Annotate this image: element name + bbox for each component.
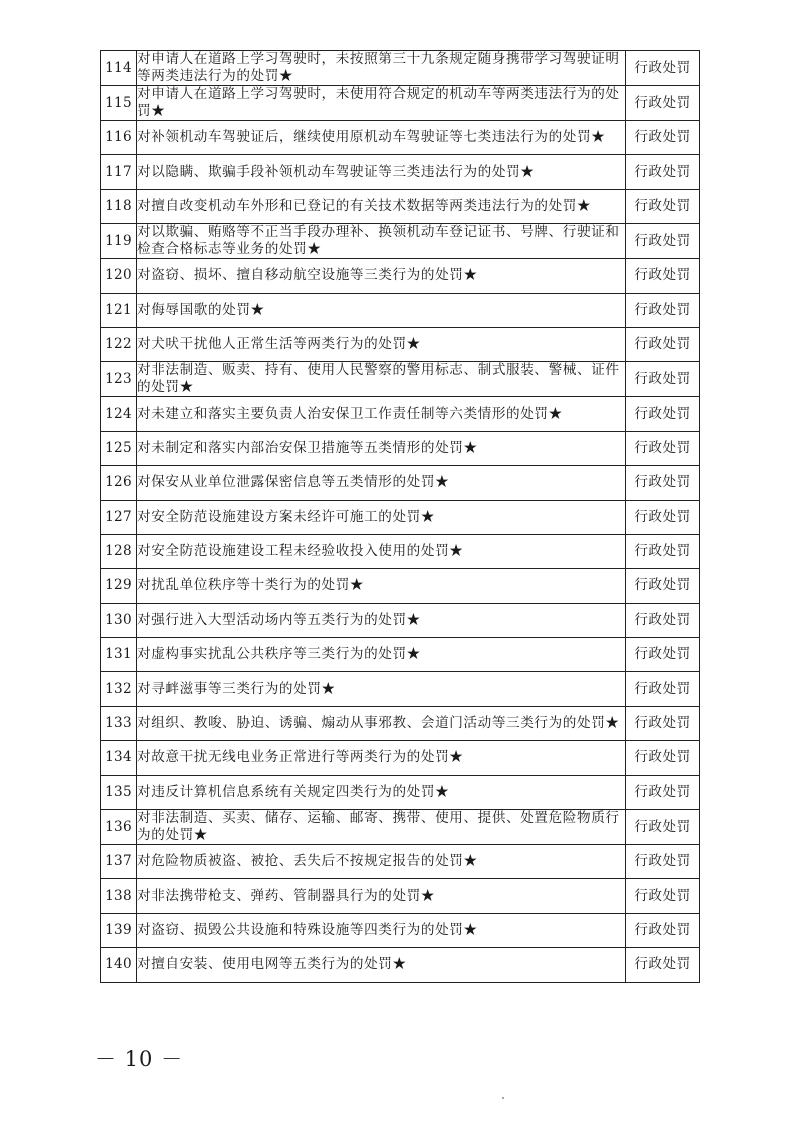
table-row: [101, 327, 700, 361]
table-row: [101, 466, 700, 500]
item-description: 对非法制造、贩卖、持有、使用人民警察的警用标志、制式服装、警械、证件的处罚★: [137, 362, 626, 397]
item-category: 行政处罚: [626, 51, 700, 86]
item-number: 140: [101, 948, 137, 982]
item-description: 对侮辱国歌的处罚★: [137, 293, 626, 327]
item-number: 130: [101, 603, 137, 637]
item-description: 对补领机动车驾驶证后，继续使用原机动车驾驶证等七类违法行为的处罚★: [137, 121, 626, 155]
item-description: 对以欺骗、贿赂等不正当手段办理补、换领机动车登记证书、号牌、行驶证和检查合格标志等业务的处罚★: [137, 224, 626, 259]
item-category: 行政处罚: [626, 879, 700, 913]
table-row: [101, 948, 700, 982]
item-description: 对未制定和落实内部治安保卫措施等五类情形的处罚★: [137, 431, 626, 465]
item-description: 对安全防范设施建设工程未经验收投入使用的处罚★: [137, 534, 626, 568]
item-category: 行政处罚: [626, 431, 700, 465]
table-row: [101, 500, 700, 534]
item-description: 对申请人在道路上学习驾驶时，未使用符合规定的机动车等两类违法行为的处罚★: [137, 86, 626, 121]
table-row: [101, 638, 700, 672]
item-category: 行政处罚: [626, 466, 700, 500]
item-description: 对擅自安装、使用电网等五类行为的处罚★: [137, 948, 626, 982]
item-description: 对犬吠干扰他人正常生活等两类行为的处罚★: [137, 327, 626, 361]
item-number: 132: [101, 672, 137, 706]
item-number: 124: [101, 397, 137, 431]
table-row: [101, 672, 700, 706]
penalty-items-table: [100, 50, 700, 983]
item-category: 行政处罚: [626, 259, 700, 293]
table-row: [101, 86, 700, 121]
item-category: 行政处罚: [626, 121, 700, 155]
item-description: 对申请人在道路上学习驾驶时，未按照第三十九条规定随身携带学习驾驶证明等两类违法行为的处罚★: [137, 51, 626, 86]
item-category: 行政处罚: [626, 327, 700, 361]
item-description: 对故意干扰无线电业务正常进行等两类行为的处罚★: [137, 741, 626, 775]
item-category: 行政处罚: [626, 86, 700, 121]
item-description: 对擅自改变机动车外形和已登记的有关技术数据等两类违法行为的处罚★: [137, 189, 626, 223]
item-category: 行政处罚: [626, 638, 700, 672]
item-category: 行政处罚: [626, 948, 700, 982]
item-description: 对违反计算机信息系统有关规定四类行为的处罚★: [137, 775, 626, 809]
item-description: 对扰乱单位秩序等十类行为的处罚★: [137, 569, 626, 603]
scan-speck: [502, 1097, 504, 1099]
item-number: 139: [101, 913, 137, 947]
table-row: [101, 293, 700, 327]
item-category: 行政处罚: [626, 534, 700, 568]
item-number: 129: [101, 569, 137, 603]
item-description: 对保安从业单位泄露保密信息等五类情形的处罚★: [137, 466, 626, 500]
item-number: 115: [101, 86, 137, 121]
item-number: 128: [101, 534, 137, 568]
table-row: [101, 706, 700, 740]
item-number: 122: [101, 327, 137, 361]
item-category: 行政处罚: [626, 397, 700, 431]
item-number: 135: [101, 775, 137, 809]
item-number: 116: [101, 121, 137, 155]
item-number: 138: [101, 879, 137, 913]
item-description: 对未建立和落实主要负责人治安保卫工作责任制等六类情形的处罚★: [137, 397, 626, 431]
table-row: [101, 845, 700, 879]
item-description: 对盗窃、损坏、擅自移动航空设施等三类行为的处罚★: [137, 259, 626, 293]
item-category: 行政处罚: [626, 913, 700, 947]
item-number: 123: [101, 362, 137, 397]
item-number: 136: [101, 810, 137, 845]
table-row: [101, 362, 700, 397]
table-row: [101, 603, 700, 637]
item-category: 行政处罚: [626, 155, 700, 189]
item-description: 对安全防范设施建设方案未经许可施工的处罚★: [137, 500, 626, 534]
item-description: 对盗窃、损毁公共设施和特殊设施等四类行为的处罚★: [137, 913, 626, 947]
table-row: [101, 775, 700, 809]
table-row: [101, 913, 700, 947]
item-description: 对强行进入大型活动场内等五类行为的处罚★: [137, 603, 626, 637]
item-category: 行政处罚: [626, 569, 700, 603]
item-category: 行政处罚: [626, 189, 700, 223]
item-category: 行政处罚: [626, 224, 700, 259]
item-category: 行政处罚: [626, 706, 700, 740]
item-number: 126: [101, 466, 137, 500]
item-category: 行政处罚: [626, 603, 700, 637]
item-number: 117: [101, 155, 137, 189]
item-number: 137: [101, 845, 137, 879]
item-number: 134: [101, 741, 137, 775]
item-description: 对危险物质被盗、被抢、丢失后不按规定报告的处罚★: [137, 845, 626, 879]
item-number: 119: [101, 224, 137, 259]
item-number: 118: [101, 189, 137, 223]
item-number: 127: [101, 500, 137, 534]
page-number: － 10 －: [95, 1047, 184, 1071]
table-row: [101, 155, 700, 189]
table-row: [101, 534, 700, 568]
item-number: 125: [101, 431, 137, 465]
item-description: 对组织、教唆、胁迫、诱骗、煽动从事邪教、会道门活动等三类行为的处罚★: [137, 706, 626, 740]
item-number: 120: [101, 259, 137, 293]
item-category: 行政处罚: [626, 362, 700, 397]
item-description: 对非法携带枪支、弹药、管制器具行为的处罚★: [137, 879, 626, 913]
table-row: [101, 879, 700, 913]
item-description: 对以隐瞒、欺骗手段补领机动车驾驶证等三类违法行为的处罚★: [137, 155, 626, 189]
table-row: [101, 259, 700, 293]
table-row: [101, 51, 700, 86]
table-row: [101, 569, 700, 603]
item-category: 行政处罚: [626, 293, 700, 327]
item-category: 行政处罚: [626, 810, 700, 845]
item-number: 114: [101, 51, 137, 86]
item-category: 行政处罚: [626, 741, 700, 775]
table-row: [101, 224, 700, 259]
item-category: 行政处罚: [626, 775, 700, 809]
item-number: 133: [101, 706, 137, 740]
table-row: [101, 397, 700, 431]
table-body: [101, 51, 700, 983]
item-category: 行政处罚: [626, 500, 700, 534]
table-row: [101, 121, 700, 155]
table-row: [101, 741, 700, 775]
item-description: 对虚构事实扰乱公共秩序等三类行为的处罚★: [137, 638, 626, 672]
item-category: 行政处罚: [626, 845, 700, 879]
table-row: [101, 810, 700, 845]
item-number: 131: [101, 638, 137, 672]
item-category: 行政处罚: [626, 672, 700, 706]
item-number: 121: [101, 293, 137, 327]
table-row: [101, 431, 700, 465]
item-description: 对非法制造、买卖、储存、运输、邮寄、携带、使用、提供、处置危险物质行为的处罚★: [137, 810, 626, 845]
table-row: [101, 189, 700, 223]
item-description: 对寻衅滋事等三类行为的处罚★: [137, 672, 626, 706]
